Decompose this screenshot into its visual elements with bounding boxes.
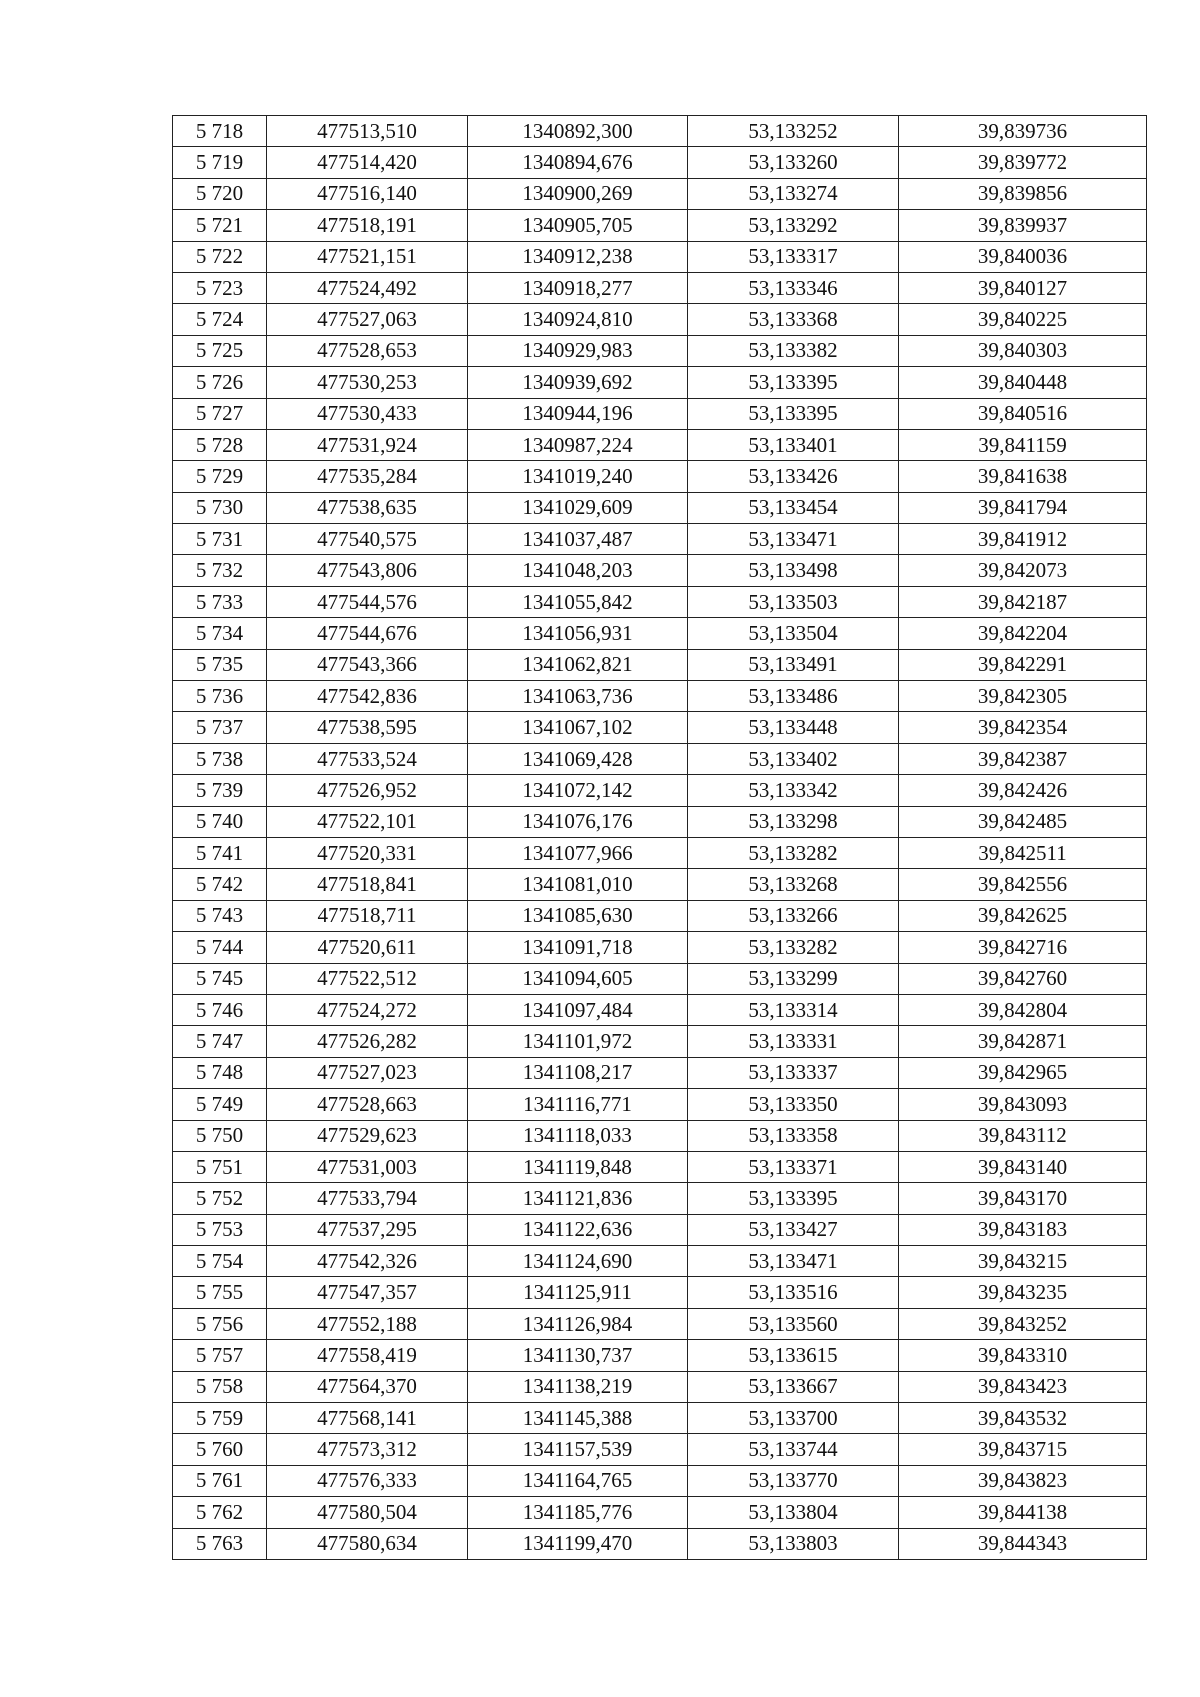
longitude-cell: 39,842073 — [899, 555, 1147, 586]
table-row — [173, 1277, 1147, 1308]
y-coordinate-cell: 1341097,484 — [468, 994, 688, 1025]
y-coordinate-cell: 1341108,217 — [468, 1057, 688, 1088]
y-coordinate-cell: 1341056,931 — [468, 618, 688, 649]
y-coordinate-cell: 1341077,966 — [468, 837, 688, 868]
table-row — [173, 429, 1147, 460]
y-coordinate-cell: 1340918,277 — [468, 272, 688, 303]
latitude-cell: 53,133504 — [688, 618, 899, 649]
longitude-cell: 39,844138 — [899, 1497, 1147, 1528]
point-number-cell: 5 726 — [173, 367, 267, 398]
table-row — [173, 1434, 1147, 1465]
latitude-cell: 53,133346 — [688, 272, 899, 303]
latitude-cell: 53,133486 — [688, 681, 899, 712]
longitude-cell: 39,843252 — [899, 1308, 1147, 1339]
point-number-cell: 5 755 — [173, 1277, 267, 1308]
y-coordinate-cell: 1341085,630 — [468, 900, 688, 931]
latitude-cell: 53,133266 — [688, 900, 899, 931]
point-number-cell: 5 741 — [173, 837, 267, 868]
x-coordinate-cell: 477516,140 — [267, 178, 468, 209]
y-coordinate-cell: 1341121,836 — [468, 1183, 688, 1214]
point-number-cell: 5 752 — [173, 1183, 267, 1214]
longitude-cell: 39,842426 — [899, 775, 1147, 806]
y-coordinate-cell: 1341118,033 — [468, 1120, 688, 1151]
x-coordinate-cell: 477524,492 — [267, 272, 468, 303]
table-row — [173, 932, 1147, 963]
longitude-cell: 39,842716 — [899, 932, 1147, 963]
table-row — [173, 963, 1147, 994]
y-coordinate-cell: 1340892,300 — [468, 116, 688, 147]
y-coordinate-cell: 1341062,821 — [468, 649, 688, 680]
point-number-cell: 5 762 — [173, 1497, 267, 1528]
latitude-cell: 53,133292 — [688, 210, 899, 241]
point-number-cell: 5 739 — [173, 775, 267, 806]
longitude-cell: 39,842485 — [899, 806, 1147, 837]
y-coordinate-cell: 1341124,690 — [468, 1246, 688, 1277]
y-coordinate-cell: 1341048,203 — [468, 555, 688, 586]
table-row — [173, 555, 1147, 586]
longitude-cell: 39,843112 — [899, 1120, 1147, 1151]
latitude-cell: 53,133317 — [688, 241, 899, 272]
x-coordinate-cell: 477576,333 — [267, 1465, 468, 1496]
x-coordinate-cell: 477538,635 — [267, 492, 468, 523]
y-coordinate-cell: 1341101,972 — [468, 1026, 688, 1057]
longitude-cell: 39,840127 — [899, 272, 1147, 303]
point-number-cell: 5 744 — [173, 932, 267, 963]
y-coordinate-cell: 1341138,219 — [468, 1371, 688, 1402]
latitude-cell: 53,133252 — [688, 116, 899, 147]
latitude-cell: 53,133615 — [688, 1340, 899, 1371]
x-coordinate-cell: 477544,676 — [267, 618, 468, 649]
y-coordinate-cell: 1341055,842 — [468, 586, 688, 617]
y-coordinate-cell: 1341126,984 — [468, 1308, 688, 1339]
x-coordinate-cell: 477527,063 — [267, 304, 468, 335]
latitude-cell: 53,133358 — [688, 1120, 899, 1151]
latitude-cell: 53,133448 — [688, 712, 899, 743]
table-row — [173, 116, 1147, 147]
latitude-cell: 53,133382 — [688, 335, 899, 366]
coordinates-table — [172, 115, 1147, 1560]
table-row — [173, 1246, 1147, 1277]
table-row — [173, 712, 1147, 743]
latitude-cell: 53,133282 — [688, 837, 899, 868]
latitude-cell: 53,133804 — [688, 1497, 899, 1528]
x-coordinate-cell: 477530,253 — [267, 367, 468, 398]
table-row — [173, 1403, 1147, 1434]
table-row — [173, 1151, 1147, 1182]
point-number-cell: 5 746 — [173, 994, 267, 1025]
latitude-cell: 53,133395 — [688, 398, 899, 429]
y-coordinate-cell: 1341076,176 — [468, 806, 688, 837]
longitude-cell: 39,841638 — [899, 461, 1147, 492]
coordinates-table-body — [173, 116, 1147, 1560]
x-coordinate-cell: 477580,504 — [267, 1497, 468, 1528]
table-row — [173, 461, 1147, 492]
y-coordinate-cell: 1340939,692 — [468, 367, 688, 398]
y-coordinate-cell: 1340905,705 — [468, 210, 688, 241]
latitude-cell: 53,133471 — [688, 524, 899, 555]
latitude-cell: 53,133314 — [688, 994, 899, 1025]
point-number-cell: 5 745 — [173, 963, 267, 994]
point-number-cell: 5 740 — [173, 806, 267, 837]
latitude-cell: 53,133395 — [688, 367, 899, 398]
x-coordinate-cell: 477552,188 — [267, 1308, 468, 1339]
table-row — [173, 1371, 1147, 1402]
latitude-cell: 53,133426 — [688, 461, 899, 492]
longitude-cell: 39,842305 — [899, 681, 1147, 712]
y-coordinate-cell: 1341130,737 — [468, 1340, 688, 1371]
longitude-cell: 39,842204 — [899, 618, 1147, 649]
x-coordinate-cell: 477518,841 — [267, 869, 468, 900]
x-coordinate-cell: 477538,595 — [267, 712, 468, 743]
longitude-cell: 39,842511 — [899, 837, 1147, 868]
y-coordinate-cell: 1341125,911 — [468, 1277, 688, 1308]
latitude-cell: 53,133299 — [688, 963, 899, 994]
x-coordinate-cell: 477520,331 — [267, 837, 468, 868]
point-number-cell: 5 763 — [173, 1528, 267, 1559]
x-coordinate-cell: 477540,575 — [267, 524, 468, 555]
point-number-cell: 5 721 — [173, 210, 267, 241]
longitude-cell: 39,843532 — [899, 1403, 1147, 1434]
y-coordinate-cell: 1341063,736 — [468, 681, 688, 712]
table-row — [173, 618, 1147, 649]
table-row — [173, 272, 1147, 303]
table-row — [173, 492, 1147, 523]
longitude-cell: 39,840516 — [899, 398, 1147, 429]
latitude-cell: 53,133491 — [688, 649, 899, 680]
table-row — [173, 994, 1147, 1025]
table-row — [173, 869, 1147, 900]
longitude-cell: 39,843823 — [899, 1465, 1147, 1496]
x-coordinate-cell: 477543,806 — [267, 555, 468, 586]
x-coordinate-cell: 477522,512 — [267, 963, 468, 994]
table-row — [173, 304, 1147, 335]
latitude-cell: 53,133282 — [688, 932, 899, 963]
point-number-cell: 5 727 — [173, 398, 267, 429]
longitude-cell: 39,839736 — [899, 116, 1147, 147]
longitude-cell: 39,843093 — [899, 1089, 1147, 1120]
table-row — [173, 1089, 1147, 1120]
y-coordinate-cell: 1341185,776 — [468, 1497, 688, 1528]
table-row — [173, 1528, 1147, 1559]
y-coordinate-cell: 1341199,470 — [468, 1528, 688, 1559]
point-number-cell: 5 719 — [173, 147, 267, 178]
longitude-cell: 39,843423 — [899, 1371, 1147, 1402]
longitude-cell: 39,842871 — [899, 1026, 1147, 1057]
y-coordinate-cell: 1341145,388 — [468, 1403, 688, 1434]
latitude-cell: 53,133667 — [688, 1371, 899, 1402]
point-number-cell: 5 733 — [173, 586, 267, 617]
x-coordinate-cell: 477518,191 — [267, 210, 468, 241]
point-number-cell: 5 760 — [173, 1434, 267, 1465]
longitude-cell: 39,839856 — [899, 178, 1147, 209]
y-coordinate-cell: 1340912,238 — [468, 241, 688, 272]
longitude-cell: 39,840448 — [899, 367, 1147, 398]
point-number-cell: 5 724 — [173, 304, 267, 335]
longitude-cell: 39,840303 — [899, 335, 1147, 366]
y-coordinate-cell: 1340929,983 — [468, 335, 688, 366]
table-row — [173, 806, 1147, 837]
longitude-cell: 39,839772 — [899, 147, 1147, 178]
table-row — [173, 178, 1147, 209]
x-coordinate-cell: 477531,924 — [267, 429, 468, 460]
point-number-cell: 5 748 — [173, 1057, 267, 1088]
table-row — [173, 743, 1147, 774]
y-coordinate-cell: 1341069,428 — [468, 743, 688, 774]
point-number-cell: 5 761 — [173, 1465, 267, 1496]
latitude-cell: 53,133560 — [688, 1308, 899, 1339]
y-coordinate-cell: 1340944,196 — [468, 398, 688, 429]
latitude-cell: 53,133402 — [688, 743, 899, 774]
y-coordinate-cell: 1341081,010 — [468, 869, 688, 900]
x-coordinate-cell: 477528,653 — [267, 335, 468, 366]
table-row — [173, 1183, 1147, 1214]
y-coordinate-cell: 1341119,848 — [468, 1151, 688, 1182]
table-row — [173, 900, 1147, 931]
longitude-cell: 39,842625 — [899, 900, 1147, 931]
latitude-cell: 53,133337 — [688, 1057, 899, 1088]
latitude-cell: 53,133371 — [688, 1151, 899, 1182]
longitude-cell: 39,843183 — [899, 1214, 1147, 1245]
point-number-cell: 5 738 — [173, 743, 267, 774]
y-coordinate-cell: 1341116,771 — [468, 1089, 688, 1120]
point-number-cell: 5 737 — [173, 712, 267, 743]
table-row — [173, 1497, 1147, 1528]
table-row — [173, 681, 1147, 712]
latitude-cell: 53,133274 — [688, 178, 899, 209]
y-coordinate-cell: 1341094,605 — [468, 963, 688, 994]
latitude-cell: 53,133268 — [688, 869, 899, 900]
y-coordinate-cell: 1341164,765 — [468, 1465, 688, 1496]
point-number-cell: 5 728 — [173, 429, 267, 460]
x-coordinate-cell: 477521,151 — [267, 241, 468, 272]
longitude-cell: 39,841794 — [899, 492, 1147, 523]
table-row — [173, 1026, 1147, 1057]
table-row — [173, 210, 1147, 241]
longitude-cell: 39,839937 — [899, 210, 1147, 241]
x-coordinate-cell: 477527,023 — [267, 1057, 468, 1088]
point-number-cell: 5 729 — [173, 461, 267, 492]
table-row — [173, 1465, 1147, 1496]
point-number-cell: 5 758 — [173, 1371, 267, 1402]
y-coordinate-cell: 1341157,539 — [468, 1434, 688, 1465]
longitude-cell: 39,842760 — [899, 963, 1147, 994]
point-number-cell: 5 754 — [173, 1246, 267, 1277]
x-coordinate-cell: 477535,284 — [267, 461, 468, 492]
x-coordinate-cell: 477529,623 — [267, 1120, 468, 1151]
point-number-cell: 5 730 — [173, 492, 267, 523]
longitude-cell: 39,843170 — [899, 1183, 1147, 1214]
y-coordinate-cell: 1341019,240 — [468, 461, 688, 492]
point-number-cell: 5 731 — [173, 524, 267, 555]
point-number-cell: 5 759 — [173, 1403, 267, 1434]
x-coordinate-cell: 477543,366 — [267, 649, 468, 680]
point-number-cell: 5 734 — [173, 618, 267, 649]
latitude-cell: 53,133803 — [688, 1528, 899, 1559]
table-row — [173, 1214, 1147, 1245]
latitude-cell: 53,133454 — [688, 492, 899, 523]
point-number-cell: 5 720 — [173, 178, 267, 209]
point-number-cell: 5 725 — [173, 335, 267, 366]
y-coordinate-cell: 1341029,609 — [468, 492, 688, 523]
point-number-cell: 5 756 — [173, 1308, 267, 1339]
point-number-cell: 5 757 — [173, 1340, 267, 1371]
latitude-cell: 53,133516 — [688, 1277, 899, 1308]
longitude-cell: 39,842354 — [899, 712, 1147, 743]
y-coordinate-cell: 1341037,487 — [468, 524, 688, 555]
x-coordinate-cell: 477564,370 — [267, 1371, 468, 1402]
x-coordinate-cell: 477522,101 — [267, 806, 468, 837]
latitude-cell: 53,133350 — [688, 1089, 899, 1120]
x-coordinate-cell: 477537,295 — [267, 1214, 468, 1245]
x-coordinate-cell: 477514,420 — [267, 147, 468, 178]
x-coordinate-cell: 477568,141 — [267, 1403, 468, 1434]
y-coordinate-cell: 1341091,718 — [468, 932, 688, 963]
point-number-cell: 5 732 — [173, 555, 267, 586]
longitude-cell: 39,841912 — [899, 524, 1147, 555]
x-coordinate-cell: 477518,711 — [267, 900, 468, 931]
longitude-cell: 39,843235 — [899, 1277, 1147, 1308]
table-row — [173, 524, 1147, 555]
table-row — [173, 1340, 1147, 1371]
longitude-cell: 39,841159 — [899, 429, 1147, 460]
longitude-cell: 39,842387 — [899, 743, 1147, 774]
longitude-cell: 39,842804 — [899, 994, 1147, 1025]
point-number-cell: 5 723 — [173, 272, 267, 303]
point-number-cell: 5 742 — [173, 869, 267, 900]
table-row — [173, 649, 1147, 680]
longitude-cell: 39,840036 — [899, 241, 1147, 272]
x-coordinate-cell: 477528,663 — [267, 1089, 468, 1120]
longitude-cell: 39,843215 — [899, 1246, 1147, 1277]
latitude-cell: 53,133700 — [688, 1403, 899, 1434]
latitude-cell: 53,133770 — [688, 1465, 899, 1496]
x-coordinate-cell: 477513,510 — [267, 116, 468, 147]
x-coordinate-cell: 477542,836 — [267, 681, 468, 712]
point-number-cell: 5 753 — [173, 1214, 267, 1245]
x-coordinate-cell: 477520,611 — [267, 932, 468, 963]
latitude-cell: 53,133498 — [688, 555, 899, 586]
y-coordinate-cell: 1341072,142 — [468, 775, 688, 806]
table-row — [173, 241, 1147, 272]
x-coordinate-cell: 477580,634 — [267, 1528, 468, 1559]
table-row — [173, 147, 1147, 178]
longitude-cell: 39,842291 — [899, 649, 1147, 680]
point-number-cell: 5 747 — [173, 1026, 267, 1057]
x-coordinate-cell: 477524,272 — [267, 994, 468, 1025]
point-number-cell: 5 743 — [173, 900, 267, 931]
latitude-cell: 53,133395 — [688, 1183, 899, 1214]
latitude-cell: 53,133368 — [688, 304, 899, 335]
latitude-cell: 53,133471 — [688, 1246, 899, 1277]
x-coordinate-cell: 477573,312 — [267, 1434, 468, 1465]
latitude-cell: 53,133331 — [688, 1026, 899, 1057]
latitude-cell: 53,133503 — [688, 586, 899, 617]
y-coordinate-cell: 1340924,810 — [468, 304, 688, 335]
point-number-cell: 5 736 — [173, 681, 267, 712]
x-coordinate-cell: 477530,433 — [267, 398, 468, 429]
longitude-cell: 39,840225 — [899, 304, 1147, 335]
table-row — [173, 1308, 1147, 1339]
x-coordinate-cell: 477547,357 — [267, 1277, 468, 1308]
x-coordinate-cell: 477531,003 — [267, 1151, 468, 1182]
y-coordinate-cell: 1341067,102 — [468, 712, 688, 743]
latitude-cell: 53,133342 — [688, 775, 899, 806]
longitude-cell: 39,842965 — [899, 1057, 1147, 1088]
table-row — [173, 367, 1147, 398]
table-row — [173, 586, 1147, 617]
longitude-cell: 39,842556 — [899, 869, 1147, 900]
point-number-cell: 5 718 — [173, 116, 267, 147]
point-number-cell: 5 722 — [173, 241, 267, 272]
x-coordinate-cell: 477526,282 — [267, 1026, 468, 1057]
x-coordinate-cell: 477544,576 — [267, 586, 468, 617]
table-row — [173, 775, 1147, 806]
point-number-cell: 5 735 — [173, 649, 267, 680]
latitude-cell: 53,133744 — [688, 1434, 899, 1465]
table-row — [173, 1057, 1147, 1088]
point-number-cell: 5 751 — [173, 1151, 267, 1182]
latitude-cell: 53,133427 — [688, 1214, 899, 1245]
longitude-cell: 39,843140 — [899, 1151, 1147, 1182]
x-coordinate-cell: 477558,419 — [267, 1340, 468, 1371]
table-row — [173, 335, 1147, 366]
latitude-cell: 53,133260 — [688, 147, 899, 178]
longitude-cell: 39,844343 — [899, 1528, 1147, 1559]
latitude-cell: 53,133298 — [688, 806, 899, 837]
y-coordinate-cell: 1340900,269 — [468, 178, 688, 209]
longitude-cell: 39,843715 — [899, 1434, 1147, 1465]
table-row — [173, 398, 1147, 429]
table-row — [173, 837, 1147, 868]
point-number-cell: 5 749 — [173, 1089, 267, 1120]
longitude-cell: 39,842187 — [899, 586, 1147, 617]
x-coordinate-cell: 477526,952 — [267, 775, 468, 806]
y-coordinate-cell: 1340894,676 — [468, 147, 688, 178]
point-number-cell: 5 750 — [173, 1120, 267, 1151]
x-coordinate-cell: 477542,326 — [267, 1246, 468, 1277]
y-coordinate-cell: 1341122,636 — [468, 1214, 688, 1245]
longitude-cell: 39,843310 — [899, 1340, 1147, 1371]
x-coordinate-cell: 477533,524 — [267, 743, 468, 774]
latitude-cell: 53,133401 — [688, 429, 899, 460]
y-coordinate-cell: 1340987,224 — [468, 429, 688, 460]
x-coordinate-cell: 477533,794 — [267, 1183, 468, 1214]
table-row — [173, 1120, 1147, 1151]
